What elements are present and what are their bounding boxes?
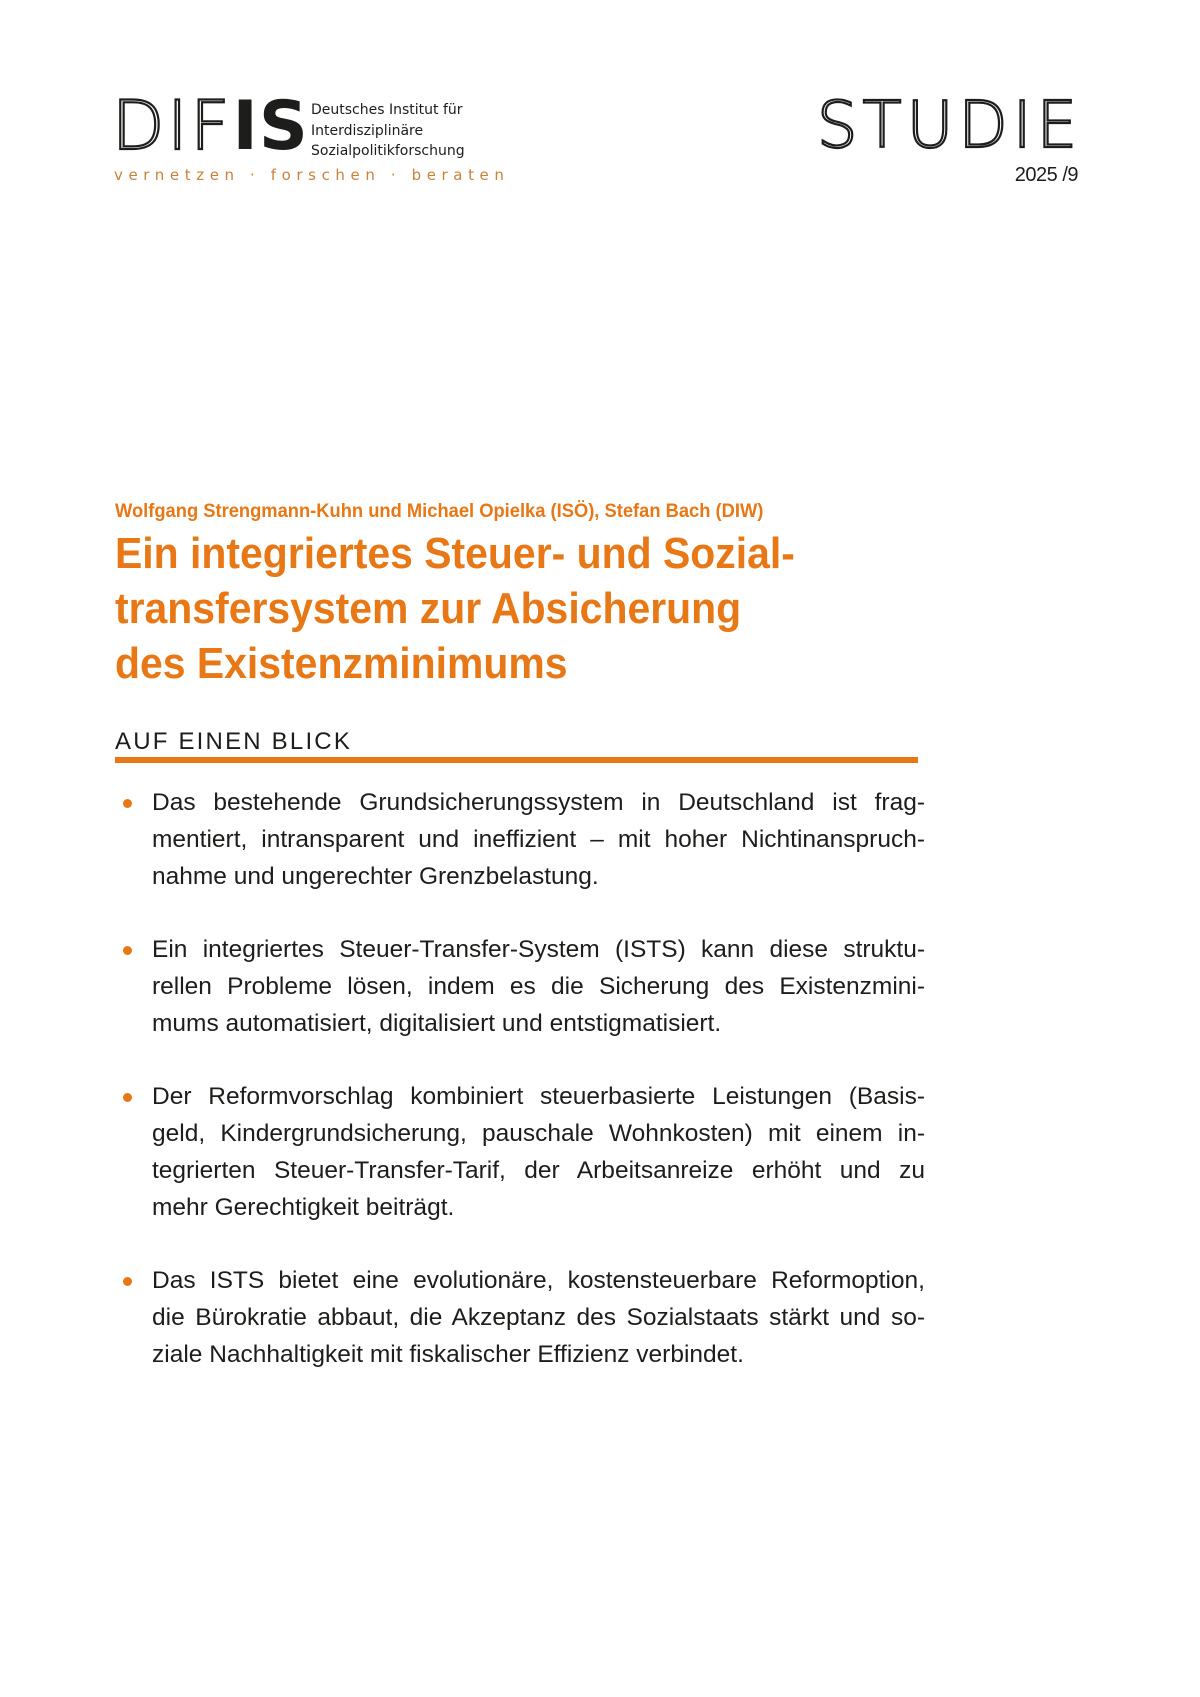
summary-bullet-list bbox=[115, 784, 925, 1409]
logo-wordmark-thin: DIF bbox=[112, 87, 233, 166]
difis-logo bbox=[112, 87, 309, 166]
authors-line: Wolfgang Strengmann-Kuhn und Michael Opielka (ISÖ), Stefan Bach (DIW) bbox=[115, 500, 764, 522]
title-line: des Existenzminimums bbox=[115, 639, 568, 688]
logo-tagline: vernetzen · forschen · beraten bbox=[114, 166, 510, 184]
bullet-text-line: Das bestehende Grundsicherungssystem in Deutschland ist frag- bbox=[152, 789, 925, 816]
issue-number: 2025 /9 bbox=[1014, 164, 1078, 186]
bullet-text-line: Der Reformvorschlag kombiniert steuerbasierte Leistungen (Basis- bbox=[152, 1083, 925, 1110]
title-line: transfersystem zur Absicherung bbox=[115, 584, 742, 633]
bullet-dot-icon bbox=[123, 946, 132, 955]
institute-name-line: Sozialpolitikforschung bbox=[311, 143, 465, 159]
summary-bullet bbox=[115, 784, 925, 895]
bullet-dot-icon bbox=[123, 1093, 132, 1102]
bullet-text-line: tegrierten Steuer-Transfer-Tarif, der Arbeitsanreize erhöht und zu bbox=[152, 1157, 925, 1184]
bullet-text-line: nahme und ungerechter Grenzbelastung. bbox=[152, 863, 599, 890]
section-divider bbox=[115, 757, 918, 763]
bullet-text-line: mentiert, intransparent und ineffizient – mit hoher Nichtinanspruch- bbox=[152, 826, 925, 853]
institute-name-line: Deutsches Institut für bbox=[311, 102, 463, 118]
institute-name-line: Interdisziplinäre bbox=[311, 122, 424, 139]
summary-bullet bbox=[115, 931, 925, 1042]
title-line: Ein integriertes Steuer- und Sozial- bbox=[115, 529, 795, 578]
bullet-text-line: ziale Nachhaltigkeit mit fiskalischer Effizienz verbindet. bbox=[152, 1341, 744, 1368]
section-heading: AUF EINEN BLICK bbox=[115, 728, 353, 755]
bullet-text-line: mums automatisiert, digitalisiert und entstigmatisiert. bbox=[152, 1010, 722, 1037]
summary-bullet bbox=[115, 1078, 925, 1226]
document-title bbox=[115, 526, 952, 691]
bullet-text-line: Das ISTS bietet eine evolutionäre, kostensteuerbare Reformoption, bbox=[152, 1267, 925, 1294]
series-label: STUDIE bbox=[816, 89, 1082, 163]
bullet-text-line: rellen Probleme lösen, indem es die Sicherung des Existenzmini- bbox=[152, 973, 925, 1000]
bullet-text-line: mehr Gerechtigkeit beiträgt. bbox=[152, 1194, 455, 1221]
bullet-text-line: geld, Kindergrundsicherung, pauschale Wohnkosten) mit einem in- bbox=[152, 1120, 925, 1147]
bullet-text-line: Ein integriertes Steuer-Transfer-System (ISTS) kann diese struktu- bbox=[152, 936, 925, 963]
bullet-dot-icon bbox=[123, 1277, 132, 1286]
logo-wordmark-bold: IS bbox=[232, 87, 309, 166]
logo-wordmark bbox=[112, 87, 309, 166]
institute-name bbox=[311, 100, 465, 162]
summary-bullet bbox=[115, 1262, 925, 1373]
bullet-dot-icon bbox=[123, 799, 132, 808]
bullet-text-line: die Bürokratie abbaut, die Akzeptanz des Sozialstaats stärkt und so- bbox=[152, 1304, 925, 1331]
